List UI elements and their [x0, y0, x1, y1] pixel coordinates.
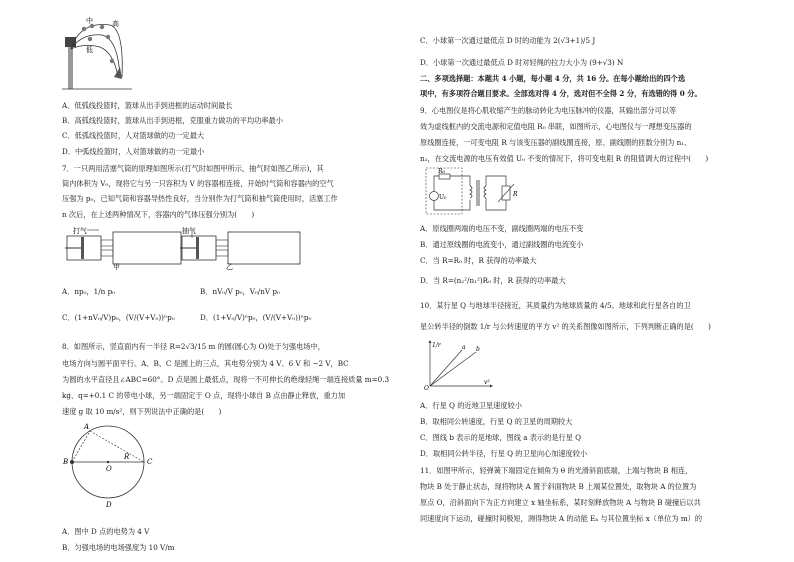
q9-option-c: C．当 R=R₀ 时，R 获得的功率最大: [420, 256, 537, 265]
q7-option-d: D．(1+V₀/V)ⁿp₀，(V/(V+V₀))ⁿp₀: [200, 313, 312, 322]
inverse-radius-vs-v2-graph: [424, 340, 494, 390]
q11-line-3: 原点 O，沿斜面向下为正方向建立 x 轴坐标系，某时刻释放物块 A 与物块 B 碰撞后以共: [420, 498, 701, 507]
pump-figure-inflate: [65, 226, 185, 271]
q9-option-a: A．原线圈两端的电压不变，副线圈两端的电压不变: [420, 224, 584, 233]
label-jia: 甲: [113, 263, 120, 271]
q5-option-c: C．低弧线投篮时，人对篮球做的功一定最大: [62, 131, 205, 140]
basketball-trajectory-figure: [62, 17, 134, 92]
q7-option-c: C．(1+nV₀/V)p₀，(V/(V+V₀))ⁿp₀: [62, 313, 175, 322]
point-o: O: [106, 465, 112, 473]
q9-option-d: D．当 R=(n₂²/n₁²)R₀ 时，R 获得的功率最大: [420, 276, 566, 285]
transformer-circuit-figure: [424, 166, 524, 218]
q8-option-d: D．小球第一次通过最低点 D 时对轻绳的拉力大小为 (9+√3) N: [420, 58, 624, 67]
y-axis-label: 1/r: [432, 342, 441, 349]
section-2-heading-2: 项中，有多项符合题目要求。全部选对得 4 分，选对但不全得 2 分，有选错的得 0 分。: [420, 89, 702, 98]
q9-line-3: 原线圈连接，一可变电阻 R 与该变压器的副线圈连接，原、副线圈的匝数分别为 n₁、: [420, 138, 692, 147]
label-r: R: [513, 191, 518, 198]
q10-option-a: A．行星 Q 的近地卫星速度较小: [420, 401, 522, 410]
q8-line-5: 速度 g 取 10 m/s²，则下列说法中正确的是( ): [62, 407, 222, 416]
q8-option-a: A．图中 D 点的电势为 4 V: [62, 527, 150, 536]
q8-line-3: 为圆的水平直径且∠ABC=60°。D 点是圆上最低点，现将一不可伸长的绝缘轻绳一端连接质量 m=0.3: [62, 375, 390, 384]
label-deflate: 抽气: [182, 227, 196, 235]
label-mid: 中: [86, 17, 93, 25]
q10-option-c: C．图线 b 表示的是地球，图线 a 表示的是行星 Q: [420, 433, 582, 442]
q10-line-1: 10．某行星 Q 与地球半径接近，其质量约为地球质量的 4/5。地球和此行星各自的卫: [420, 301, 691, 310]
label-low: 低: [86, 46, 93, 54]
q8-line-2: 电场方向与圆平面平行。A、B、C 是圆上的三点，其电势分别为 4 V、6 V 和 −2 V，BC: [62, 359, 349, 368]
point-c: C: [147, 458, 153, 466]
label-u0: U₀: [439, 194, 447, 201]
q7-line-3: 压强为 p₀，已知气筒和容器导热性良好，当分别作为打气筒和抽气筒使用时，活塞工作: [62, 194, 338, 203]
q5-option-d: D．中弧线投篮时，人对篮球做的功一定最小: [62, 147, 205, 156]
line-b-label: b: [476, 346, 480, 353]
origin-label: O: [424, 385, 429, 392]
label-high: 高: [112, 20, 119, 28]
q7-option-a: A．np₀，1/n p₀: [62, 287, 116, 296]
q10-option-d: D．取相同公转半径，行星 Q 的卫星向心加速度较小: [420, 449, 588, 458]
q9-line-1: 9．心电图仪是将心肌收缩产生的脉动转化为电压脉冲的仪器，其输出部分可以等: [420, 106, 677, 115]
line-a-label: a: [462, 344, 466, 351]
q8-option-c: C．小球第一次通过最低点 D 时的动能为 2(√3+1)/5 J: [420, 36, 596, 45]
q11-line-2: 物块 B 处于静止状态，现将物块 A 置于斜面物块 B 上端某位置处，取物块 A 的位置为: [420, 482, 697, 491]
label-yi: 乙: [226, 263, 233, 271]
section-2-heading-1: 二、多项选择题：本题共 4 小题，每小题 4 分，共 16 分。在每小题给出的四个选: [420, 74, 686, 83]
q11-line-1: 11．如图甲所示，轻弹簧下端固定在倾角为 θ 的光滑斜面底端，上端与物块 B 相连，: [420, 466, 693, 475]
q10-line-2: 星公转半径的倒数 1/r 与公转速度的平方 v² 的关系图像如图所示，下列判断正确的是( ): [420, 322, 711, 331]
q5-option-a: A．低弧线投篮时，篮球从出手到进框的运动时间最长: [62, 101, 233, 110]
q10-option-b: B．取相同公转速度，行星 Q 的卫星的周期较大: [420, 417, 573, 426]
label-r0: R₀: [438, 168, 445, 175]
pump-figure-deflate: [180, 226, 305, 271]
q8-line-1: 8．如图所示，竖直面内有一半径 R=2√3/15 m 的圆(圆心为 O)处于匀强电场中，: [62, 342, 325, 351]
point-b: B: [63, 458, 69, 466]
point-a: A: [84, 423, 90, 431]
q7-line-2: 筒内体积为 V₀，现将它与另一只容积为 V 的容器相连接，开始时气筒和容器内的空气: [62, 179, 334, 188]
q5-option-b: B．高弧线投篮时，篮球从出手到进框，克服重力做功的平均功率最小: [62, 116, 283, 125]
q9-line-2: 效为虚线框内的交流电源和定值电阻 R₀ 串联，如图所示，心电图仪与一理想变压器的: [420, 122, 692, 131]
q8-line-4: kg、q=+0.1 C 的带电小球，另一端固定于 O 点，现将小球自 B 点由静止释放，重力加: [62, 391, 346, 400]
q11-line-4: 同速度向下运动，碰撞时间极短，测得物块 A 的动能 Eₖ 与其位置坐标 x（单位为 m）的: [420, 514, 703, 523]
q9-option-b: B．通过原线圈的电流变小，通过副线圈的电流变小: [420, 240, 584, 249]
label-inflate: 打气: [73, 227, 87, 235]
q7-option-b: B．nV₀/V p₀，V₀/nV p₀: [200, 287, 280, 296]
q7-line-4: n 次后，在上述两种情况下，容器内的气体压强分别为( ): [62, 210, 255, 219]
radius-r: R: [124, 453, 130, 461]
point-d: D: [106, 501, 112, 509]
q7-line-1: 7．一只两用活塞气筒的原理如图所示(打气时如图甲所示，抽气时如图乙所示)，其: [62, 164, 324, 173]
circle-field-figure: [62, 418, 158, 509]
x-axis-label: v²: [484, 379, 490, 386]
q9-line-4: n₂，在交流电源的电压有效值 U₀ 不变的情况下，将可变电阻 R 的阻值调大的过程中( ): [420, 154, 709, 163]
q8-option-b: B．匀强电场的电场强度为 10 V/m: [62, 543, 175, 552]
